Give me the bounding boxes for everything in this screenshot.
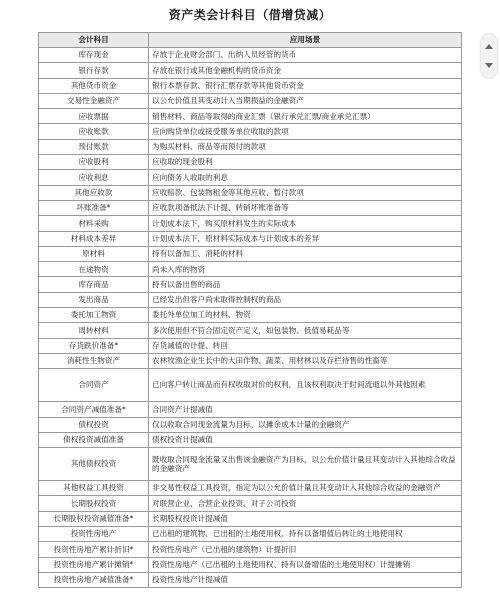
account-cell: 应收股利 — [39, 155, 149, 170]
table-row — [39, 48, 462, 63]
account-cell: 预付账款 — [39, 139, 149, 154]
account-cell: 应收账款 — [39, 124, 149, 139]
account-cell: 存货跌价准备* — [39, 338, 149, 353]
account-cell: 应收利息 — [39, 170, 149, 185]
account-cell: 长期股权投资减值准备* — [39, 511, 149, 526]
table-row — [39, 262, 462, 277]
table-row — [39, 277, 462, 292]
account-cell: 投资性房地产 — [39, 527, 149, 542]
table-row — [39, 572, 462, 587]
scroll-up-icon[interactable] — [485, 44, 493, 49]
page-title: 资产类会计科目（借增贷减） — [168, 8, 332, 22]
account-cell: 周转材料 — [39, 323, 149, 338]
table-row — [39, 200, 462, 215]
usage-cell: 投资性房地产（已出租的建筑物）计提折旧 — [149, 542, 462, 557]
account-cell: 银行存款 — [39, 63, 149, 78]
account-cell: 债权投资 — [39, 417, 149, 432]
table-row — [39, 432, 462, 447]
usage-cell: 已向客户转让商品而有权收取对价的权利，且该权利取决于时间流逝以外其他因素 — [149, 369, 462, 402]
account-cell: 消耗性生物资产 — [39, 353, 149, 368]
account-cell: 应收票据 — [39, 109, 149, 124]
usage-cell: 应收取的现金股利 — [149, 155, 462, 170]
table-row — [39, 109, 462, 124]
account-cell: 交易性金融资产 — [39, 93, 149, 108]
table-row — [39, 557, 462, 572]
usage-cell: 销售材料、商品等取得的商业汇票（银行承兑汇票/商业承兑汇票） — [149, 109, 462, 124]
usage-cell: 合同资产计提减值 — [149, 402, 462, 417]
table-header-row — [39, 33, 462, 48]
usage-cell: 债权投资计提减值 — [149, 432, 462, 447]
table-row — [39, 353, 462, 368]
usage-cell: 应收赔款、包装物租金等其他应收、暂付款项 — [149, 185, 462, 200]
table-row — [39, 496, 462, 511]
usage-cell: 既收取合同现金流量又出售该金融资产为目标，以公允价值计量且其变动计入其他综合收益的金融资产 — [149, 448, 462, 481]
account-cell: 其他债权投资 — [39, 448, 149, 481]
table-row — [39, 448, 462, 481]
account-cell: 库存商品 — [39, 277, 149, 292]
account-cell: 合同资产减值准备* — [39, 402, 149, 417]
usage-cell: 应收款项备抵法下计提、转销坏账准备等 — [149, 200, 462, 215]
usage-cell: 农林牧渔企业生长中的大田作物、蔬菜、用材林以及存栏待售的性畜等 — [149, 353, 462, 368]
account-cell: 其他应收款 — [39, 185, 149, 200]
table-row — [39, 216, 462, 231]
account-cell: 其他权益工具投资 — [39, 481, 149, 496]
table-row — [39, 155, 462, 170]
usage-cell: 投资性房地产（已出租的土地使用权、持有以备增值的土地使用权）计提摊销 — [149, 557, 462, 572]
usage-cell: 持有以备加工、消耗的材料 — [149, 246, 462, 261]
account-cell: 材料采购 — [39, 216, 149, 231]
table-row — [39, 417, 462, 432]
usage-cell: 应向购货单位或接受服务单位收取的款项 — [149, 124, 462, 139]
usage-cell: 计划成本法下，原材料实际成本与计划成本的差异 — [149, 231, 462, 246]
table-row — [39, 63, 462, 78]
usage-cell: 尚未入库的物资 — [149, 262, 462, 277]
usage-cell: 持有以备出售的商品 — [149, 277, 462, 292]
header-account: 会计科目 — [39, 33, 149, 48]
table-row — [39, 93, 462, 108]
usage-cell: 银行本票存款、银行汇票存款等其他货币资金 — [149, 78, 462, 93]
table-row — [39, 246, 462, 261]
table-row — [39, 527, 462, 542]
table-row — [39, 369, 462, 402]
table-row — [39, 78, 462, 93]
usage-cell: 已经发出但客户尚未取得控制权的商品 — [149, 292, 462, 307]
account-cell: 投资性房地产累计摊销* — [39, 557, 149, 572]
usage-cell: 已出租的建筑物、已出租的土地使用权、持有以备增值后转让的土地使用权 — [149, 527, 462, 542]
usage-cell: 长期股权投资计提减值 — [149, 511, 462, 526]
scroll-down-icon[interactable] — [485, 63, 493, 68]
table-row — [39, 338, 462, 353]
account-cell: 合同资产 — [39, 369, 149, 402]
usage-cell: 存放于企业财会部门、出纳人员经管的货币 — [149, 48, 462, 63]
table-row — [39, 308, 462, 323]
account-cell: 坏账准备* — [39, 200, 149, 215]
accounts-table — [38, 32, 462, 588]
table-row — [39, 323, 462, 338]
account-cell: 材料成本差异 — [39, 231, 149, 246]
usage-cell: 存货减值的计提、转回 — [149, 338, 462, 353]
table-row — [39, 185, 462, 200]
usage-cell: 非交易性权益工具投资，指定为以公允价值计量且其变动计入其他综合收益的金融资产 — [149, 481, 462, 496]
usage-cell: 存放在银行或其他金融机构的货币资金 — [149, 63, 462, 78]
usage-cell: 对联营企业、合营企业投资、对子公司投资 — [149, 496, 462, 511]
account-cell: 投资性房地产累计折旧* — [39, 542, 149, 557]
account-cell: 库存现金 — [39, 48, 149, 63]
account-cell: 长期股权投资 — [39, 496, 149, 511]
account-cell: 委托加工物资 — [39, 308, 149, 323]
usage-cell: 计划成本法下，购买原材料发生的实际成本 — [149, 216, 462, 231]
table-row — [39, 402, 462, 417]
usage-cell: 多次使用但不符合固定资产定义，如包装物、低值易耗品等 — [149, 323, 462, 338]
account-cell: 其他货币资金 — [39, 78, 149, 93]
account-cell: 债权投资减值准备 — [39, 432, 149, 447]
account-cell: 投资性房地产减值准备* — [39, 572, 149, 587]
account-cell: 在途物资 — [39, 262, 149, 277]
table-row — [39, 511, 462, 526]
usage-cell: 仅以收取合同现金流量为目标，以摊余成本计量的金融资产 — [149, 417, 462, 432]
header-usage: 应用场景 — [149, 33, 462, 48]
scroll-control[interactable] — [481, 34, 497, 78]
usage-cell: 以公允价值且其变动计入当期损益的金融资产 — [149, 93, 462, 108]
table-row — [39, 292, 462, 307]
account-cell: 发出商品 — [39, 292, 149, 307]
account-cell: 原材料 — [39, 246, 149, 261]
table-row — [39, 170, 462, 185]
usage-cell: 应向债务人收取的利息 — [149, 170, 462, 185]
table-row — [39, 139, 462, 154]
table-row — [39, 231, 462, 246]
usage-cell: 为购买材料、商品等而预付的款项 — [149, 139, 462, 154]
table-body — [39, 48, 462, 588]
table-row — [39, 481, 462, 496]
usage-cell: 投资性房地产计提减值 — [149, 572, 462, 587]
usage-cell: 委托外单位加工的材料、物资 — [149, 308, 462, 323]
table-row — [39, 124, 462, 139]
table-row — [39, 542, 462, 557]
